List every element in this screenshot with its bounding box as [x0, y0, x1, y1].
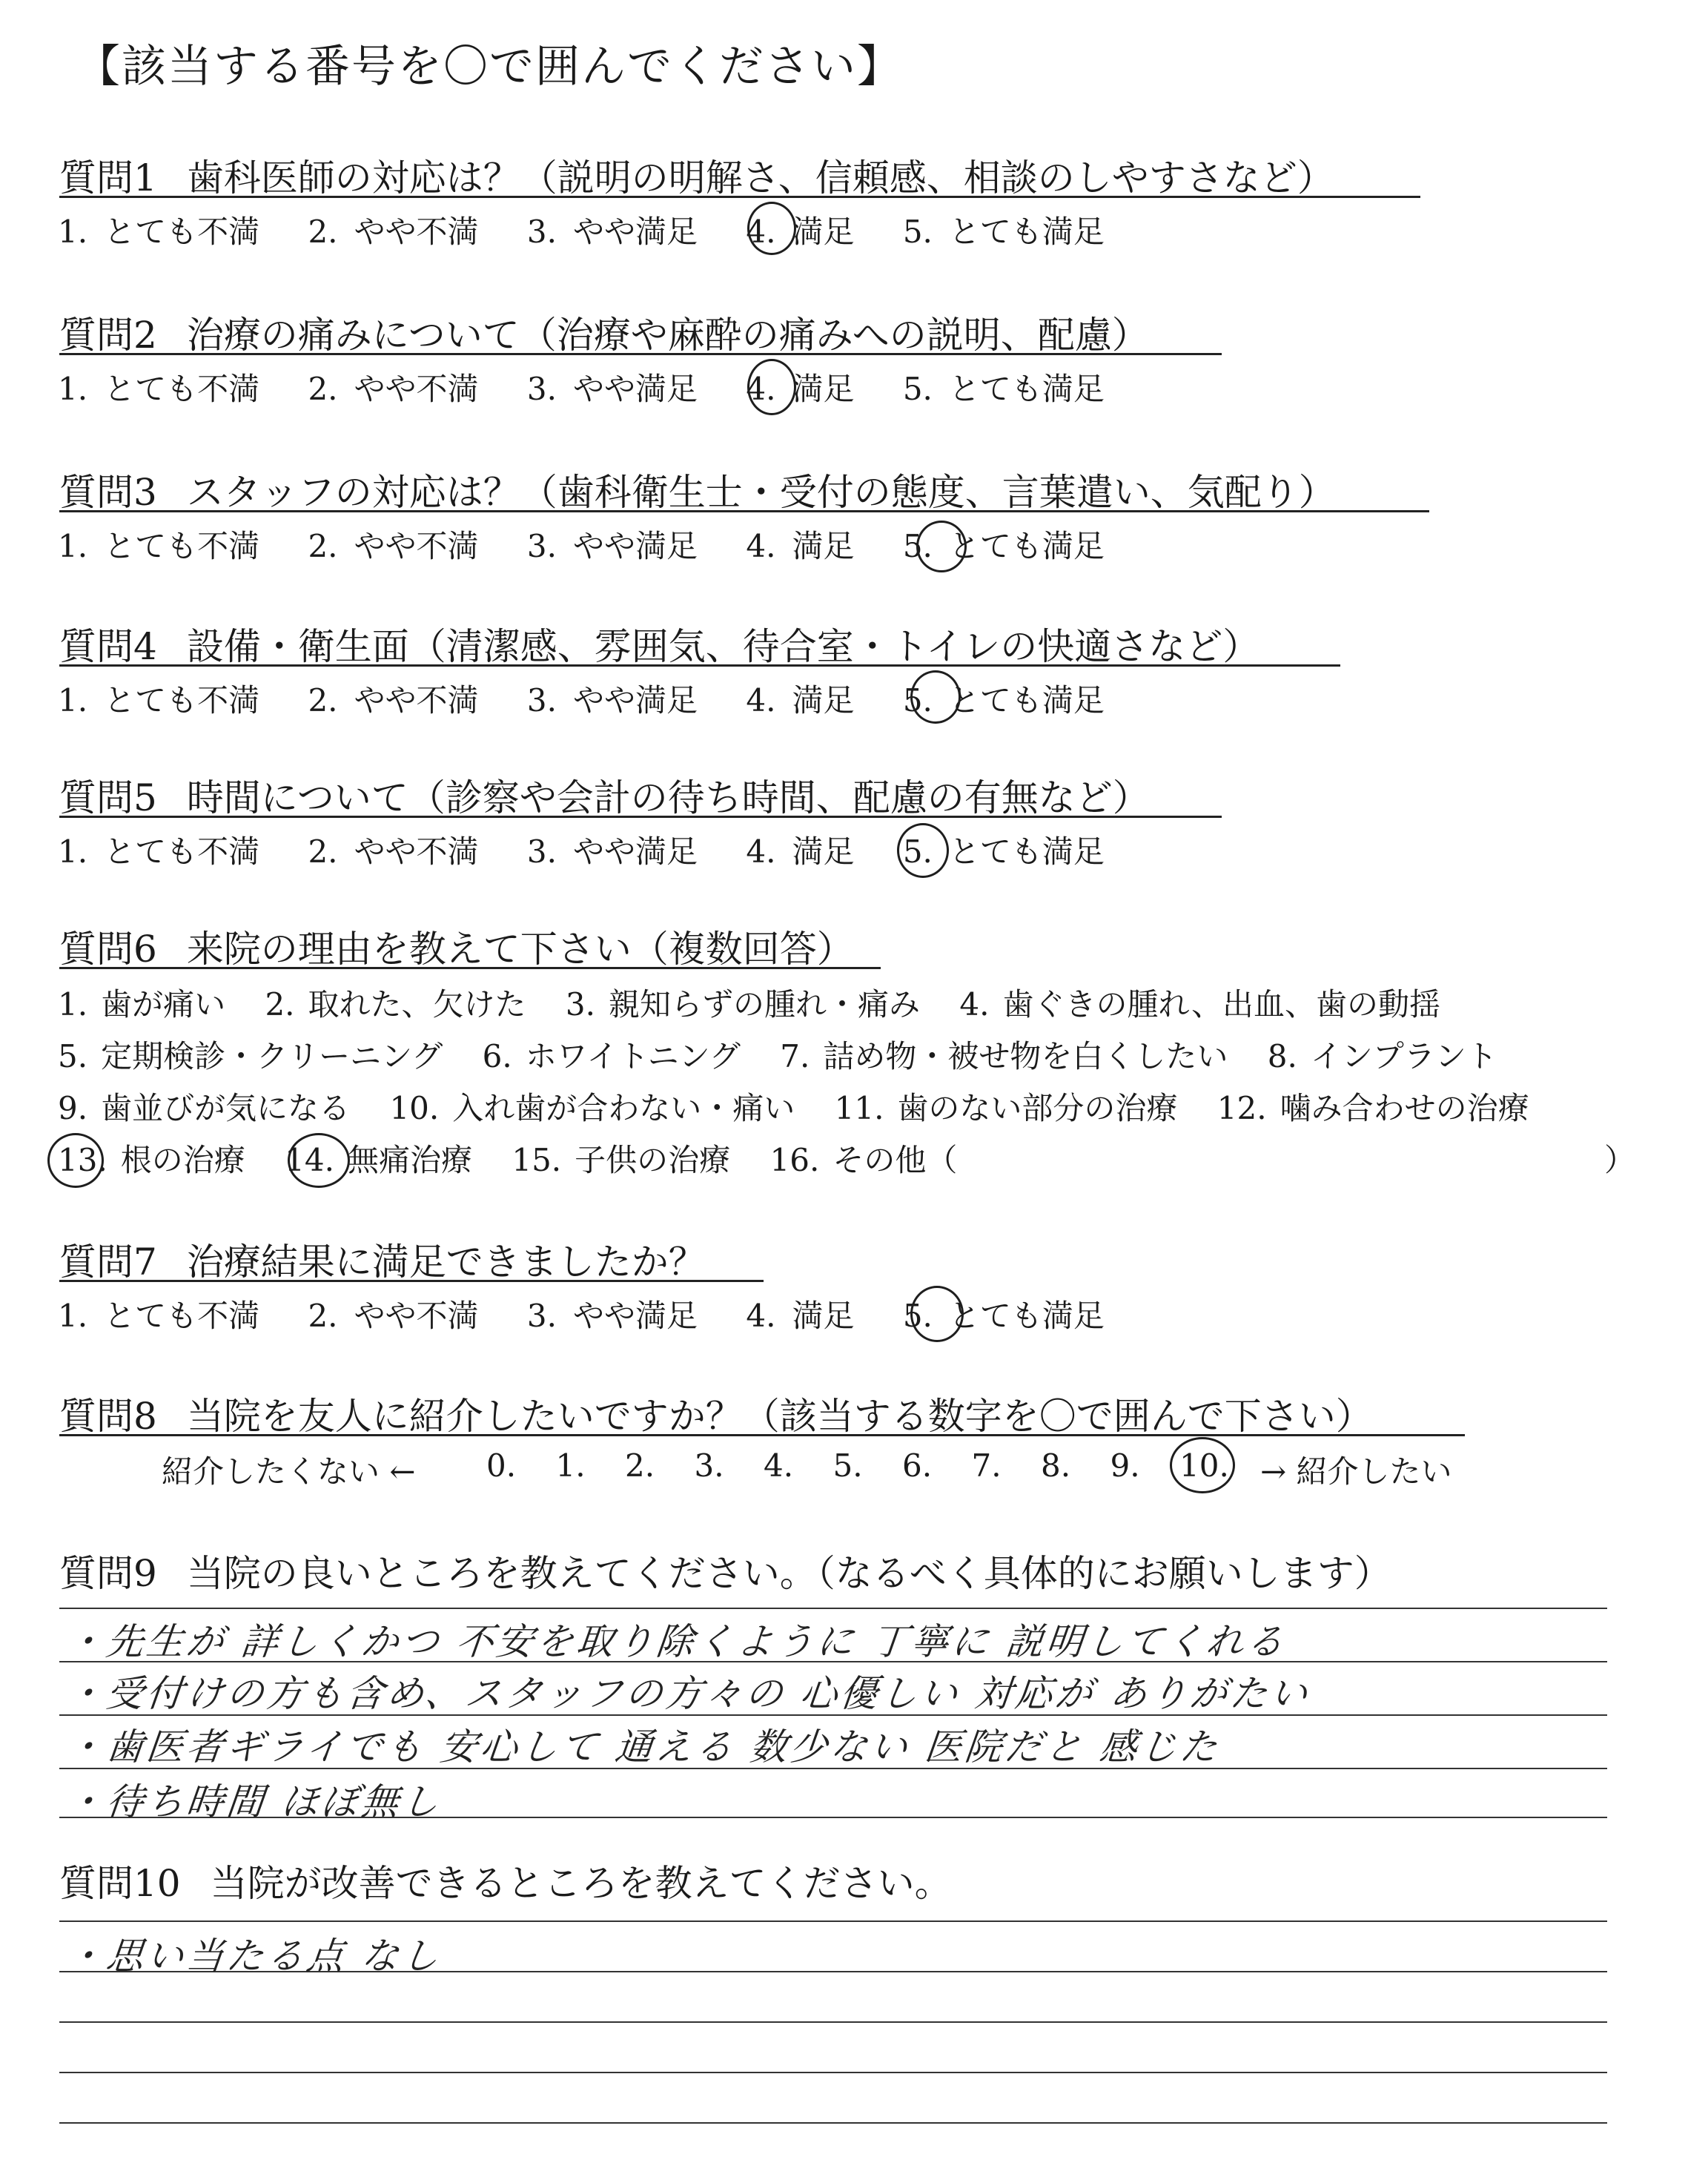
reason-option[interactable]: 9. 歯並びが気になる	[58, 1090, 351, 1126]
reason-option[interactable]: 7. 詰め物・被せ物を白くしたい	[780, 1038, 1228, 1074]
scale-right-label: → 紹介したい	[1260, 1453, 1452, 1490]
question-8-number: 質問8	[59, 1395, 157, 1438]
scale-value[interactable]: 2.	[625, 1447, 655, 1484]
question-2-text: 治療の痛みについて（治療や麻酔の痛みへの説明、配慮）	[186, 314, 1149, 357]
scale-value[interactable]: 10.	[1179, 1447, 1229, 1484]
question-1-underline	[59, 196, 1420, 198]
question-3-underline	[59, 510, 1429, 512]
scale-value[interactable]: 8.	[1041, 1447, 1071, 1484]
scale-value[interactable]: 3.	[694, 1447, 724, 1484]
option-5[interactable]: 5. とても満足	[902, 371, 1105, 407]
scale-value[interactable]: 0.	[486, 1447, 517, 1484]
question-4-title	[59, 617, 1260, 670]
question-7-underline	[59, 1280, 764, 1282]
scale-left-label: 紹介したくない ←	[162, 1453, 416, 1490]
answer-line	[59, 1920, 1607, 1922]
question-6-title	[59, 919, 854, 973]
scale-value[interactable]: 9.	[1110, 1447, 1140, 1484]
answer-line	[59, 2122, 1607, 2124]
question-2-title	[59, 305, 1149, 359]
option-4[interactable]: 4. 満足	[746, 528, 855, 564]
option-1[interactable]: 1. とても不満	[58, 682, 260, 719]
question-2-number: 質問2	[59, 314, 157, 357]
reason-option[interactable]: 13. 根の治療	[58, 1142, 245, 1178]
reason-option[interactable]: 5. 定期検診・クリーニング	[58, 1038, 443, 1074]
option-3[interactable]: 3. やや満足	[526, 528, 698, 564]
option-2[interactable]: 2. やや不満	[308, 682, 479, 719]
question-6-number: 質問6	[59, 928, 157, 971]
handwritten-answer: ・先生が 詳しくかつ 不安を取り除くように 丁寧に 説明してくれる	[64, 1620, 1289, 1663]
option-3[interactable]: 3. やや満足	[526, 833, 698, 870]
option-3[interactable]: 3. やや満足	[526, 1298, 698, 1334]
option-3[interactable]: 3. やや満足	[526, 371, 698, 407]
reason-option[interactable]: 2. 取れた、欠けた	[265, 986, 526, 1023]
option-5[interactable]: 5. とても満足	[902, 833, 1105, 870]
handwritten-answer: ・待ち時間 ほぼ無し	[64, 1780, 444, 1823]
question-5-underline	[59, 816, 1222, 818]
handwritten-answer: ・歯医者ギライでも 安心して 通える 数少ない 医院だと 感じた	[64, 1725, 1222, 1768]
reason-row-2[interactable]	[58, 1032, 1527, 1077]
reason-option[interactable]: 1. 歯が痛い	[58, 986, 226, 1023]
recommend-scale[interactable]	[486, 1447, 1249, 1484]
option-5[interactable]: 5. とても満足	[902, 528, 1105, 564]
reason-option[interactable]: 8. インプラント	[1267, 1038, 1497, 1074]
question-9-text: 当院の良いところを教えてください。（なるべく具体的にお願いします）	[186, 1552, 1391, 1595]
other-close-paren: ）	[1604, 1142, 1636, 1178]
option-5[interactable]: 5. とても満足	[902, 682, 1105, 719]
option-2[interactable]: 2. やや不満	[308, 371, 479, 407]
scale-value[interactable]: 5.	[833, 1447, 863, 1484]
question-3-options[interactable]	[58, 522, 1143, 567]
reason-option[interactable]: 16. その他（	[769, 1142, 958, 1178]
question-4-text: 設備・衛生面（清潔感、雰囲気、待合室・トイレの快適さなど）	[186, 625, 1260, 668]
option-3[interactable]: 3. やや満足	[526, 214, 698, 250]
option-4[interactable]: 4. 満足	[746, 214, 855, 250]
option-1[interactable]: 1. とても不満	[58, 833, 260, 870]
reason-row-3[interactable]	[58, 1084, 1559, 1129]
option-1[interactable]: 1. とても不満	[58, 1298, 260, 1334]
question-5-title	[59, 768, 1150, 822]
question-7-number: 質問7	[59, 1241, 157, 1284]
question-10-number: 質問10	[59, 1862, 181, 1905]
reason-option[interactable]: 3. 親知らずの腫れ・痛み	[565, 986, 920, 1023]
option-4[interactable]: 4. 満足	[746, 371, 855, 407]
reason-row-4[interactable]	[58, 1136, 987, 1180]
question-4-number: 質問4	[59, 625, 157, 668]
question-7-options[interactable]	[58, 1292, 1143, 1336]
question-3-title	[59, 463, 1336, 516]
question-7-text: 治療結果に満足できましたか？	[186, 1241, 706, 1284]
option-2[interactable]: 2. やや不満	[308, 214, 479, 250]
question-5-number: 質問5	[59, 776, 157, 819]
question-5-options[interactable]	[58, 828, 1143, 872]
question-6-text: 来院の理由を教えて下さい（複数回答）	[186, 928, 854, 971]
reason-row-1[interactable]	[58, 980, 1470, 1025]
option-1[interactable]: 1. とても不満	[58, 371, 260, 407]
answer-line	[59, 2021, 1607, 2023]
question-3-text: スタッフの対応は？（歯科衛生士・受付の態度、言葉遣い、気配り）	[186, 471, 1336, 514]
question-3-number: 質問3	[59, 471, 157, 514]
question-2-underline	[59, 353, 1222, 355]
reason-option[interactable]: 10. 入れ歯が合わない・痛い	[389, 1090, 795, 1126]
question-8-underline	[59, 1434, 1465, 1436]
option-1[interactable]: 1. とても不満	[58, 214, 260, 250]
question-8-text: 当院を友人に紹介したいですか？（該当する数字を〇で囲んで下さい）	[186, 1395, 1373, 1438]
question-10-title	[59, 1854, 952, 1907]
question-4-options[interactable]	[58, 676, 1143, 721]
answer-line	[59, 1608, 1607, 1609]
option-2[interactable]: 2. やや不満	[308, 1298, 479, 1334]
question-9-title	[59, 1544, 1391, 1597]
answer-line	[59, 2072, 1607, 2073]
scale-value[interactable]: 6.	[902, 1447, 933, 1484]
option-1[interactable]: 1. とても不満	[58, 528, 260, 564]
scale-value[interactable]: 7.	[971, 1447, 1002, 1484]
scale-value[interactable]: 4.	[764, 1447, 794, 1484]
reason-option[interactable]: 4. 歯ぐきの腫れ、出血、歯の動揺	[959, 986, 1440, 1023]
question-9-number: 質問9	[59, 1552, 157, 1595]
handwritten-answer: ・思い当たる点 なし	[64, 1935, 444, 1978]
option-4[interactable]: 4. 満足	[746, 682, 855, 719]
question-8-title	[59, 1387, 1373, 1440]
option-2[interactable]: 2. やや不満	[308, 833, 479, 870]
option-3[interactable]: 3. やや満足	[526, 682, 698, 719]
question-1-text: 歯科医師の対応は？（説明の明解さ、信頼感、相談のしやすさなど）	[186, 156, 1334, 199]
question-1-title	[59, 148, 1334, 202]
option-2[interactable]: 2. やや不満	[308, 528, 479, 564]
scale-value[interactable]: 1.	[555, 1447, 586, 1484]
option-4[interactable]: 4. 満足	[746, 1298, 855, 1334]
question-1-number: 質問1	[59, 156, 157, 199]
reason-option[interactable]: 6. ホワイトニング	[482, 1038, 741, 1074]
reason-option[interactable]: 11. 歯のない部分の治療	[834, 1090, 1178, 1126]
question-7-title	[59, 1232, 706, 1286]
handwritten-answer: ・受付けの方も含め、スタッフの方々の 心優しい 対応が ありがたい	[64, 1672, 1313, 1715]
question-2-options[interactable]	[58, 365, 1143, 409]
option-5[interactable]: 5. とても満足	[902, 214, 1105, 250]
form-heading: 【該当する番号を〇で囲んでください】	[76, 41, 903, 93]
reason-option[interactable]: 12. 噛み合わせの治療	[1217, 1090, 1529, 1126]
question-4-underline	[59, 664, 1340, 667]
question-1-options[interactable]	[58, 208, 1143, 252]
reason-option[interactable]: 14. 無痛治療	[285, 1142, 472, 1178]
option-4[interactable]: 4. 満足	[746, 833, 855, 870]
option-5[interactable]: 5. とても満足	[902, 1298, 1105, 1334]
reason-option[interactable]: 15. 子供の治療	[512, 1142, 731, 1178]
question-10-text: 当院が改善できるところを教えてください。	[210, 1862, 952, 1905]
question-6-underline	[59, 967, 881, 969]
question-5-text: 時間について（診察や会計の待ち時間、配慮の有無など）	[186, 776, 1150, 819]
